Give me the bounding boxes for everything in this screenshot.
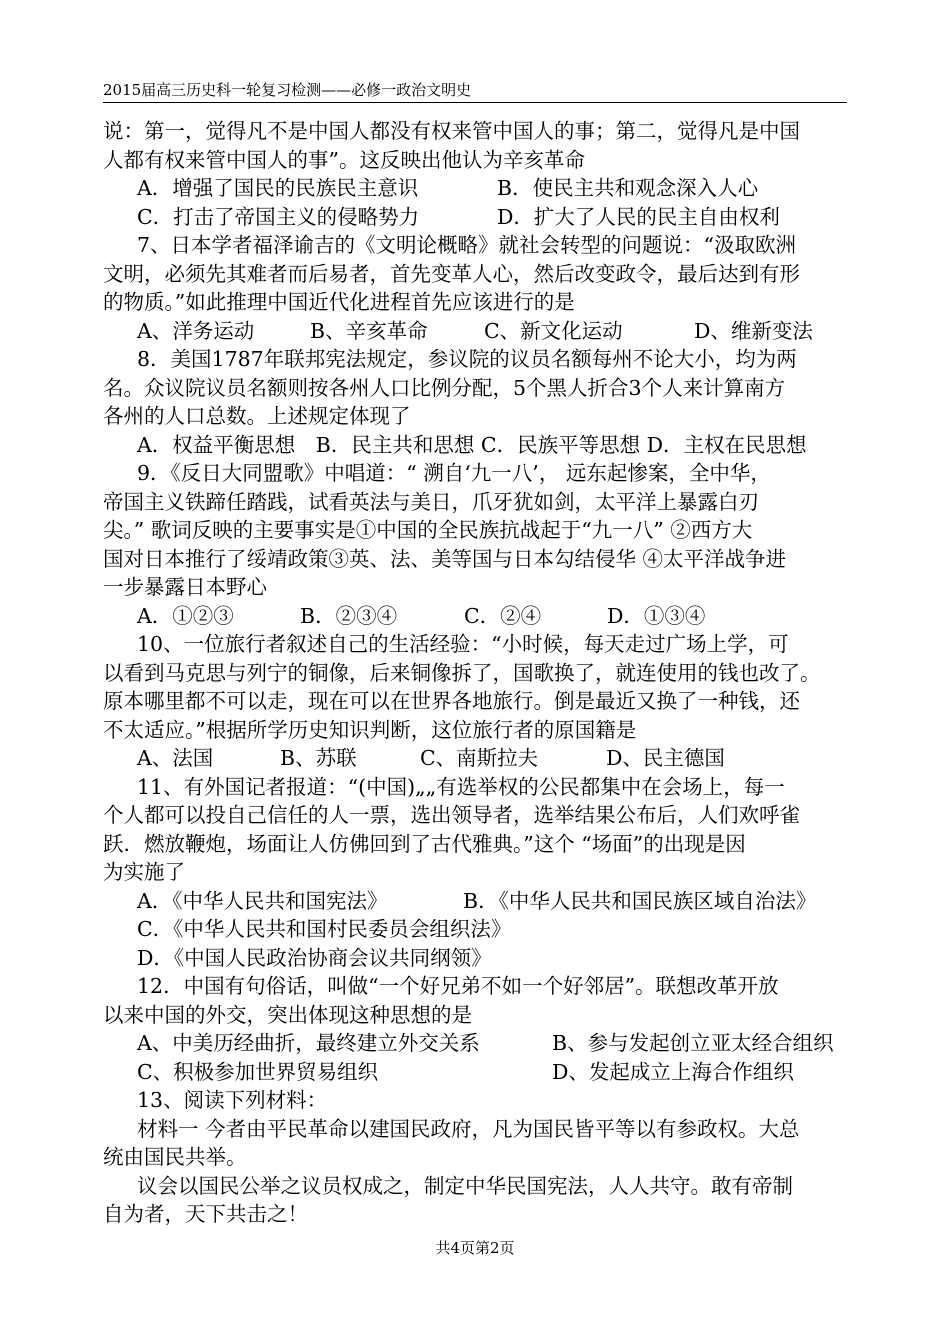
option-c: C、南斯拉夫 [420, 746, 539, 770]
option-a: A．①②③ [137, 604, 234, 628]
option-a: A、中美历经曲折，最终建立外交关系 [137, 1031, 480, 1055]
page-header: 2015届高三历史科一轮复习检测——必修一政治文明史 [103, 80, 847, 103]
text-line: 以看到马克思与列宁的铜像，后来铜像拆了，国歌换了，就连使用的钱也改了。 [103, 661, 821, 685]
option-d: D．《中国人民政治协商会议共同纲领》 [137, 946, 492, 970]
text-line: 自为者，天下共击之！ [103, 1202, 308, 1226]
question-12: 12．中国有句俗话，叫做“一个好兄弟不如一个好邻居”。联想改革开放 [137, 974, 779, 998]
text-line: 文明，必须先其难者而后易者，首先变革人心，然后改变政令，最后达到有形 [103, 262, 800, 286]
text-line: 帝国主义铁蹄任踏践，试看英法与美日，爪牙犹如剑，太平洋上暴露白刃 [103, 490, 759, 514]
text-line: 一步暴露日本野心 [103, 575, 267, 599]
question-10: 10、一位旅行者叙述自己的生活经验：“小时候，每天走过广场上学，可 [137, 632, 789, 656]
option-b: B、参与发起创立亚太经合组织 [552, 1031, 834, 1055]
option-a: A、法国 [137, 746, 214, 770]
text-line: 的物质。”如此推理中国近代化进程首先应该进行的是 [103, 290, 575, 314]
text-line: 尖。” 歌词反映的主要事实是①中国的全民族抗战起于“九一八” ②西方大 [103, 518, 753, 542]
option-d: D、维新变法 [694, 319, 813, 343]
option-d: D．扩大了人民的民主自由权利 [497, 205, 780, 229]
option-b: B．使民主共和观念深入人心 [497, 176, 759, 200]
text-line: 统由国民共举。 [103, 1145, 247, 1169]
option-b: B．《中华人民共和国民族区域自治法》 [463, 889, 817, 913]
text-line: 以来中国的外交，突出体现这种思想的是 [103, 1003, 472, 1027]
material-one: 材料一 今者由平民革命以建国民政府，凡为国民皆平等以有参政权。大总 [137, 1117, 800, 1141]
text-line: 说：第一，觉得凡不是中国人都没有权来管中国人的事；第二，觉得凡是中国 [103, 119, 800, 143]
options-line: A．权益平衡思想 B．民主共和思想 C．民族平等思想 D．主权在民思想 [137, 433, 807, 457]
text-line: 各州的人口总数。上述规定体现了 [103, 404, 411, 428]
text-line: 国对日本推行了绥靖政策③英、法、美等国与日本勾结侵华 ④太平洋战争进 [103, 547, 787, 571]
option-d: D、民主德国 [606, 746, 725, 770]
option-b: B、苏联 [280, 746, 357, 770]
option-c: C．②④ [464, 604, 542, 628]
text-line: 个人都可以投自己信任的人一票，选出领导者，选举结果公布后，人们欢呼雀 [103, 803, 800, 827]
text-line: 为实施了 [103, 860, 185, 884]
text-line: 不太适应。”根据所学历史知识判断，这位旅行者的原国籍是 [103, 718, 637, 742]
option-d: D．①③④ [607, 604, 706, 628]
text-line: 跃．燃放鞭炮，场面让人仿佛回到了古代雅典。”这个 “场面”的出现是因 [103, 832, 746, 856]
option-c: C．打击了帝国主义的侵略势力 [137, 205, 420, 229]
question-8: 8．美国1787年联邦宪法规定，参议院的议员名额每州不论大小，均为两 [137, 347, 797, 371]
text-line: 名。众议院议员名额则按各州人口比例分配，5个黑人折合3个人来计算南方 [103, 376, 786, 400]
option-b: B．②③④ [300, 604, 398, 628]
option-c: C、新文化运动 [484, 319, 623, 343]
text-line: 人都有权来管中国人的事”。这反映出他认为辛亥革命 [103, 148, 585, 172]
question-7: 7、日本学者福泽谕吉的《文明论概略》就社会转型的问题说：“汲取欧洲 [137, 233, 797, 257]
option-a: A、洋务运动 [137, 319, 255, 343]
question-9: 9．《反日大同盟歌》中唱道：“ 溯自‘九一八’， 远东起惨案，全中华， [137, 461, 771, 485]
option-b: B、辛亥革命 [310, 319, 428, 343]
page-footer: 共4页第2页 [435, 1239, 515, 1257]
option-c: C．《中华人民共和国村民委员会组织法》 [137, 917, 512, 941]
text-line: 议会以国民公举之议员权成之，制定中华民国宪法，人人共守。敢有帝制 [137, 1174, 793, 1198]
question-13: 13、阅读下列材料： [137, 1088, 328, 1112]
question-11: 11、有外国记者报道：“(中国)„„有选举权的公民都集中在会场上，每一 [137, 775, 785, 799]
text-line: 原本哪里都不可以走，现在可以在世界各地旅行。倒是最近又换了一种钱，还 [103, 689, 800, 713]
option-d: D、发起成立上海合作组织 [552, 1060, 794, 1084]
option-a: A．《中华人民共和国宪法》 [137, 889, 388, 913]
option-c: C、积极参加世界贸易组织 [137, 1060, 379, 1084]
option-a: A．增强了国民的民族民主意识 [137, 176, 419, 200]
